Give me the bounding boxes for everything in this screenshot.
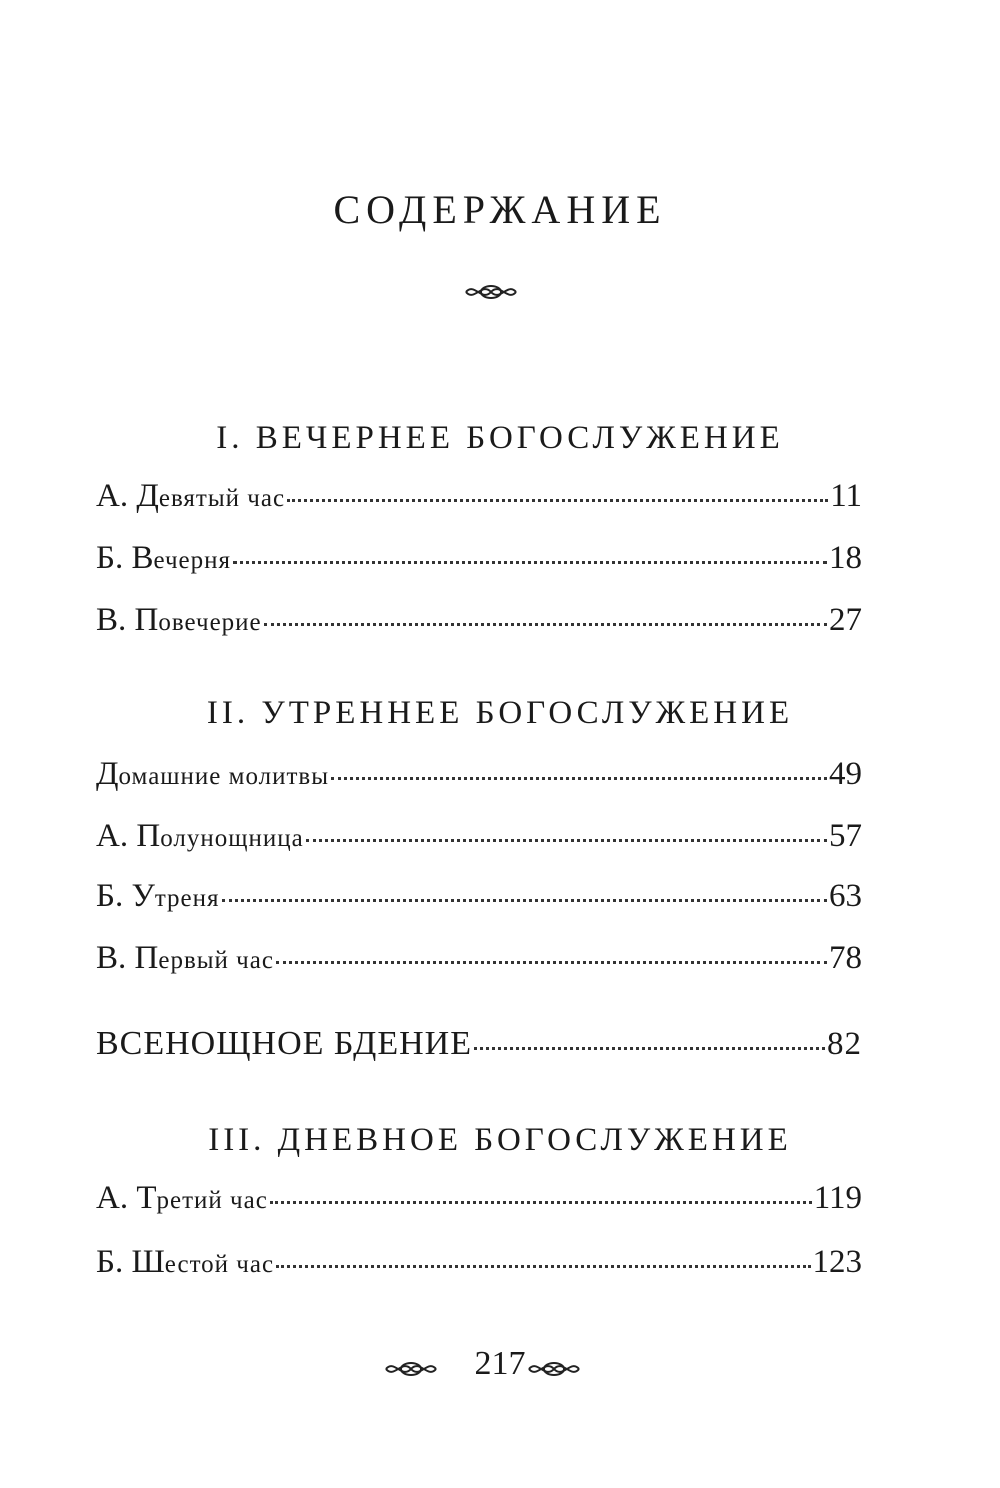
page-number: 217: [474, 1345, 526, 1382]
toc-entry-page: 63: [829, 878, 862, 914]
toc-entry-page: 11: [830, 478, 862, 514]
section-heading: II. УТРЕННЕЕ БОГОСЛУЖЕНИЕ: [206, 695, 794, 731]
toc-entry-label: Домашние молитвы: [96, 756, 330, 792]
toc-entry-label: Б. Вечерня: [96, 540, 231, 576]
toc-entry: [96, 756, 862, 800]
toc-entry: [96, 1180, 862, 1224]
toc-entry-page: 18: [829, 540, 862, 576]
dot-leader: [287, 499, 828, 502]
toc-entry-label: А. Третий час: [96, 1180, 268, 1216]
toc-entry-major: [96, 1025, 862, 1069]
section-heading: I. ВЕЧЕРНЕЕ БОГОСЛУЖЕНИЕ: [216, 420, 784, 456]
dot-leader: [233, 561, 827, 564]
toc-entry: [96, 940, 862, 984]
toc-entry: [96, 478, 862, 522]
toc-entry-label: В. Первый час: [96, 940, 274, 976]
toc-entry-page: 123: [812, 1244, 862, 1280]
toc-entry-label: Б. Шестой час: [96, 1244, 275, 1280]
toc-entry-label: В. Повечерие: [96, 602, 262, 638]
toc-entry-page: 119: [813, 1180, 862, 1216]
dot-leader: [276, 961, 827, 964]
knot-ornament-icon: [527, 1359, 581, 1379]
toc-entry: [96, 818, 862, 862]
toc-entry-label: А. Полунощница: [96, 818, 304, 854]
dot-leader: [270, 1201, 812, 1204]
toc-entry-page: 49: [829, 756, 862, 792]
section-heading: III. ДНЕВНОЕ БОГОСЛУЖЕНИЕ: [208, 1122, 792, 1158]
toc-entry: [96, 878, 862, 922]
toc-entry-page: 78: [829, 940, 862, 976]
toc-entry-label: ВСЕНОЩНОЕ БДЕНИЕ: [96, 1025, 472, 1062]
toc-entry-page: 57: [829, 818, 862, 854]
dot-leader: [276, 1265, 810, 1268]
knot-ornament-icon: [464, 282, 518, 302]
dot-leader: [306, 839, 827, 842]
dot-leader: [264, 623, 827, 626]
dot-leader: [222, 899, 827, 902]
dot-leader: [474, 1047, 825, 1050]
toc-entry: [96, 1244, 862, 1288]
toc-entry-page: 27: [829, 602, 862, 638]
toc-entry: [96, 540, 862, 584]
page-title: СОДЕРЖАНИЕ: [333, 187, 667, 232]
dot-leader: [331, 777, 827, 780]
toc-entry-label: Б. Утреня: [96, 878, 220, 914]
toc-entry: [96, 602, 862, 646]
toc-entry-label: А. Девятый час: [96, 478, 286, 514]
toc-entry-page: 82: [827, 1026, 862, 1062]
